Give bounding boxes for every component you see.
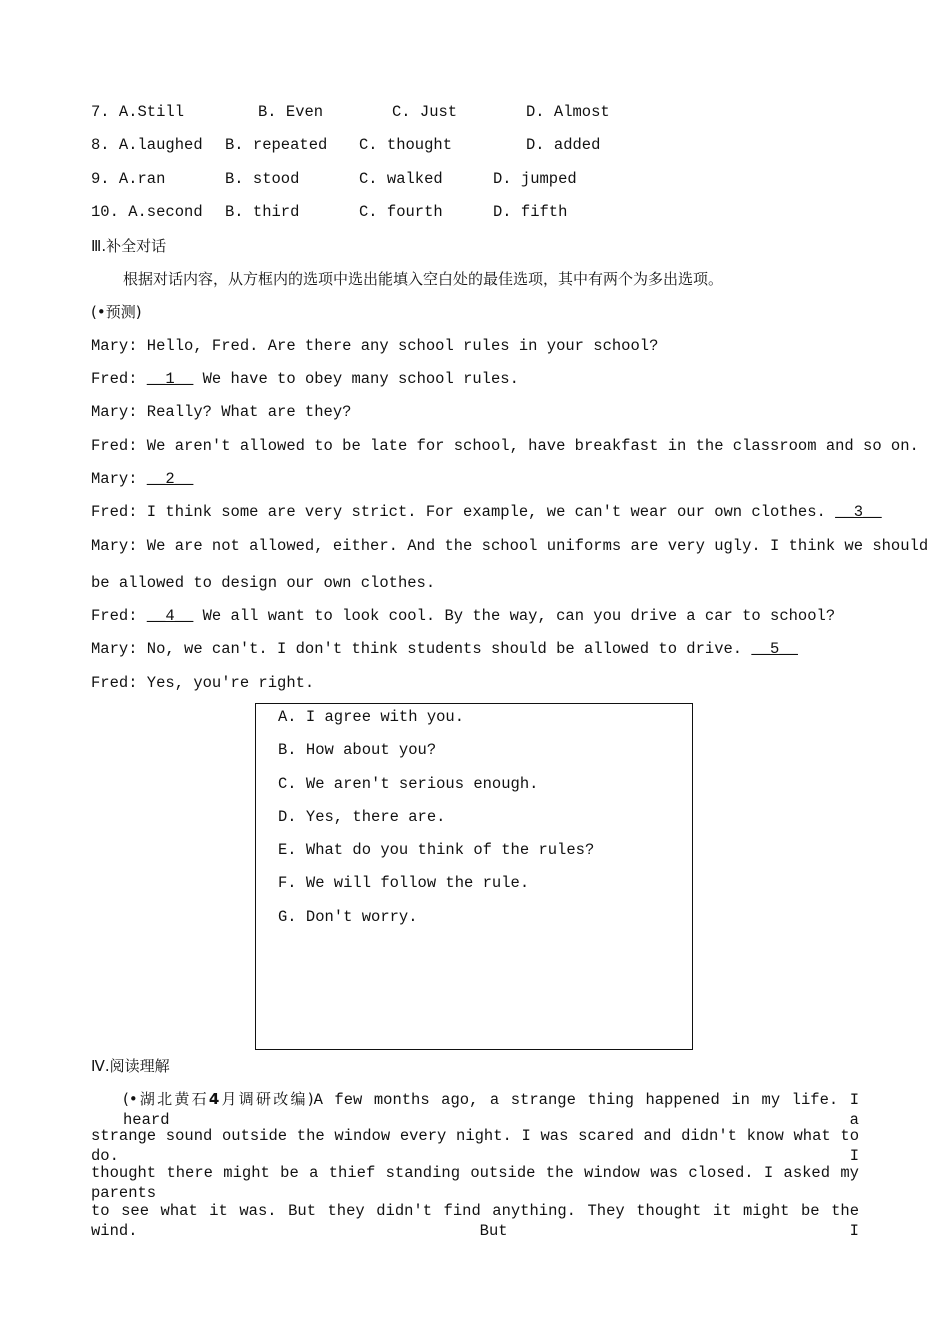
section-heading: Ⅲ.补全对话: [91, 237, 167, 255]
option-a: A. I agree with you.: [278, 708, 465, 726]
mc-option-a: 7. A.Still: [91, 103, 185, 121]
dialogue-line: Mary: Hello, Fred. Are there any school rules in your school?: [91, 337, 659, 355]
mc-option-b: B. Even: [258, 103, 324, 121]
blank-1: __1__: [146, 370, 194, 388]
dialogue-line: Fred: __4__ We all want to look cool. By the way, can you drive a car to school?: [91, 607, 836, 625]
option-b: B. How about you?: [278, 741, 437, 759]
blank-3: __3__: [835, 503, 882, 521]
source-tag: (•预测): [91, 303, 142, 321]
reading-line: to see what it was. But they didn't find anything. They thought it might be the wind. But I: [91, 1202, 859, 1240]
section-heading: Ⅳ.阅读理解: [91, 1057, 170, 1075]
dialogue-line: Mary: Really? What are they?: [91, 403, 352, 421]
dialogue-line: Mary: __2__: [91, 470, 194, 488]
dialogue-line: Fred: Yes, you're right.: [91, 674, 315, 692]
blank-4: __4__: [146, 607, 194, 625]
option-f: F. We will follow the rule.: [278, 874, 530, 892]
reading-line: (•湖北黄石4月调研改编)A few months ago, a strange thing happened in my life. I heard a: [123, 1090, 860, 1129]
mc-option-a: 9. A.ran: [91, 170, 166, 188]
dialogue-line: Fred: __1__ We have to obey many school rules.: [91, 370, 519, 388]
mc-option-d: D. fifth: [493, 203, 568, 221]
dialogue-line: Fred: I think some are very strict. For example, we can't wear our own clothes. __3__: [91, 503, 882, 521]
dialogue-line: Mary: No, we can't. I don't think students should be allowed to drive. __5__: [91, 640, 798, 658]
option-g: G. Don't worry.: [278, 908, 418, 926]
reading-line: strange sound outside the window every night. I was scared and didn't know what to do. I: [91, 1127, 859, 1165]
mc-option-d: D. Almost: [526, 103, 610, 121]
mc-option-a: 10. A.second: [91, 203, 203, 221]
dialogue-line: be allowed to design our own clothes.: [91, 574, 436, 592]
mc-option-c: C. fourth: [359, 203, 443, 221]
mc-option-d: D. added: [526, 136, 601, 154]
mc-option-b: B. repeated: [225, 136, 328, 154]
reading-source: (•湖北黄石4月调研改编): [123, 1090, 314, 1108]
option-d: D. Yes, there are.: [278, 808, 446, 826]
mc-option-c: C. Just: [392, 103, 458, 121]
mc-option-c: C. walked: [359, 170, 443, 188]
reading-line: thought there might be a thief standing outside the window was closed. I asked my parents: [91, 1164, 859, 1202]
dialogue-line: Fred: We aren't allowed to be late for school, have breakfast in the classroom and so on.: [91, 437, 919, 455]
option-e: E. What do you think of the rules?: [278, 841, 595, 859]
mc-option-b: B. third: [225, 203, 300, 221]
dialogue-line: Mary: We are not allowed, either. And the school uniforms are very ugly. I think we should: [91, 537, 929, 555]
mc-option-b: B. stood: [225, 170, 300, 188]
mc-option-d: D. jumped: [493, 170, 577, 188]
option-c: C. We aren't serious enough.: [278, 775, 539, 793]
mc-option-a: 8. A.laughed: [91, 136, 203, 154]
mc-option-c: C. thought: [359, 136, 453, 154]
blank-2: __2__: [146, 470, 194, 488]
section-instruction: 根据对话内容，从方框内的选项中选出能填入空白处的最佳选项，其中有两个为多出选项。: [123, 270, 724, 288]
blank-5: __5__: [751, 640, 798, 658]
